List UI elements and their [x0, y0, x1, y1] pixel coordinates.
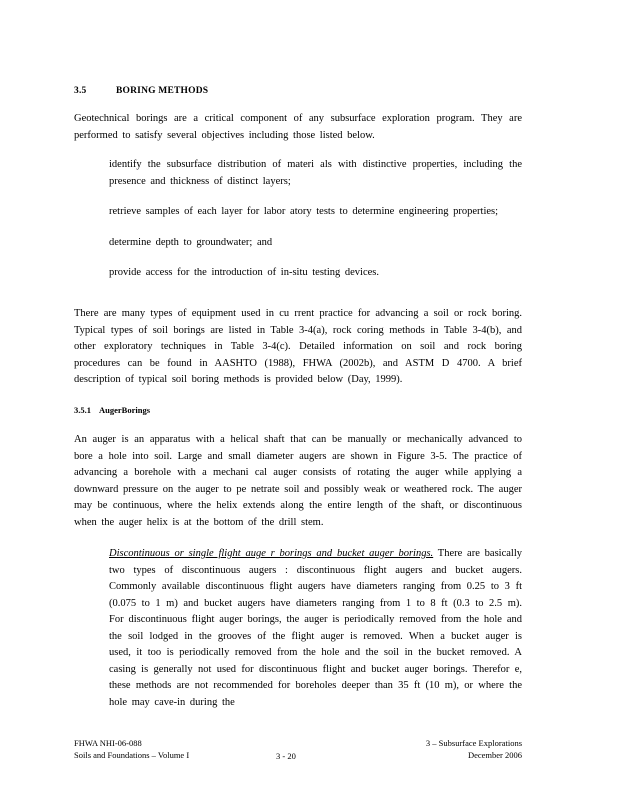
discontinuous-text: There are basically two types of discontinuous augers : discontinuous flight augers and bucket augers. Commonly available discontinuous flight augers have diameters ranging from 0.25 to 3 ft (0.075 to 1 m) and bucket augers have diameters ranging from 1 to 8 ft (0.3 to 2.5 m). For discontinuous flight auger borings, the auger is periodically removed from the hole and the soil lodged in the grooves of the flight auger is removed. When a bucket auger is used, it too is periodically removed from the hole and the soil in the bucket removed. A casing is generally not used for discontinuous flight and bucket auger borings. Therefor e, these methods are not recommended for boreholes deeper than 35 ft (10 m), or where the hole may cave-in during the: [109, 548, 522, 708]
discontinuous-heading: Discontinuous or single flight auge r borings and bucket auger borings.: [109, 548, 434, 559]
objectives-list: [90, 157, 522, 296]
footer-volume: Soils and Foundations – Volume I: [74, 750, 190, 760]
page-number: 3 - 20: [276, 751, 296, 761]
list-item: determine depth to groundwater; and: [109, 236, 273, 248]
subsection-number: 3.5.1: [74, 405, 91, 415]
section-heading: [74, 86, 208, 96]
subsection-heading: [74, 405, 150, 415]
intro-paragraph: Geotechnical borings are a critical component of any subsurface exploration program. They are performed to satisfy several objectives including those listed below.: [74, 113, 522, 141]
subsection-title: AugerBorings: [99, 405, 150, 415]
footer-left: [74, 737, 189, 761]
footer-chapter: 3 – Subsurface Explorations: [425, 738, 522, 748]
footer-right: [410, 737, 522, 761]
section-number: 3.5: [74, 86, 87, 96]
list-item: identify the subsurface distribution of materi als with distinctive properties, including the presence and thickness of distinct layers;: [109, 159, 522, 187]
section-title: BORING METHODS: [116, 86, 209, 96]
footer-doc-id: FHWA NHI-06-088: [74, 738, 142, 748]
list-item: retrieve samples of each layer for labor atory tests to determine engineering properties;: [109, 206, 499, 217]
list-item: provide access for the introduction of in-situ testing devices.: [109, 267, 379, 278]
footer-date: December 2006: [467, 750, 522, 760]
equipment-paragraph: There are many types of equipment used in cu rrent practice for advancing a soil or rock boring. Typical types of soil borings are listed in Table 3-4(a), rock coring methods in Table 3-4(b), and other exploratory techniques in Table 3-4(c). Detailed information on soil and rock boring procedures can be found in AASHTO (1988), FHWA (2002b), and ASTM D 4700. A brief description of typical soil boring methods is provided below (Day, 1999).: [74, 308, 522, 385]
list-item: [90, 546, 522, 711]
auger-types-list: [90, 546, 522, 711]
auger-paragraph: An auger is an apparatus with a helical shaft that can be manually or mechanically advanced to bore a hole into soil. Large and small diameter augers are shown in Figure 3-5. The practice of advancing a borehole with a mechani cal auger consists of rotating the auger while applying a downward pressure on the auger to pe netrate soil and possibly weak or weathered rock. The auger may be continuous, where the helix extends along the entire length of the shaft, or discontinuous when the auger helix is at the bottom of the drill stem.: [74, 434, 522, 528]
